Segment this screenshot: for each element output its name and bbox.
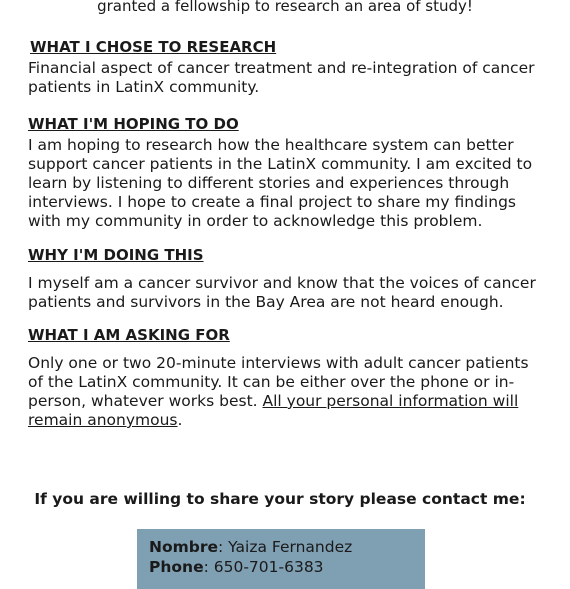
body-what-im-hoping-to-do: I am hoping to research how the healthcare system can better support cancer patients in the LatinX community. I am excited to learn by listening to different stories and experiences through interviews. I hope to create a final project to share my findings with my community in order to acknowledge this problem. (28, 136, 533, 230)
contact-name-label: Nombre (149, 538, 219, 556)
asking-for-end: . (177, 411, 183, 429)
body-why-im-doing-this: I myself am a cancer survivor and know that the voices of cancer patients and survivors in the Bay Area are not heard enough. (28, 274, 536, 311)
contact-box (137, 529, 425, 589)
contact-phone (149, 557, 413, 577)
anonymity-note: All your personal information will remain anonymous (28, 392, 519, 429)
intro-text: granted a fellowship to research an area of study! (97, 0, 473, 15)
heading-what-i-am-asking-for: WHAT I AM ASKING FOR (28, 326, 230, 344)
contact-phone-label: Phone (149, 558, 204, 576)
contact-call-to-action: If you are willing to share your story please contact me: (34, 490, 526, 508)
contact-name (149, 537, 413, 557)
contact-phone-value: : 650-701-6383 (203, 558, 324, 576)
asking-for-text: Only one or two 20-minute interviews with adult cancer patients of the LatinX community. It can be either over the phone or in-person, whatever works best. (28, 354, 529, 410)
body-what-i-am-asking-for (28, 354, 548, 430)
heading-what-im-hoping-to-do: WHAT I'M HOPING TO DO (28, 115, 239, 133)
heading-why-im-doing-this: WHY I'M DOING THIS (28, 246, 204, 264)
body-what-i-chose-to-research: Financial aspect of cancer treatment and re-integration of cancer patients in LatinX community. (28, 59, 535, 96)
contact-name-value: : Yaiza Fernandez (218, 538, 353, 556)
heading-what-i-chose-to-research: WHAT I CHOSE TO RESEARCH (30, 38, 277, 56)
